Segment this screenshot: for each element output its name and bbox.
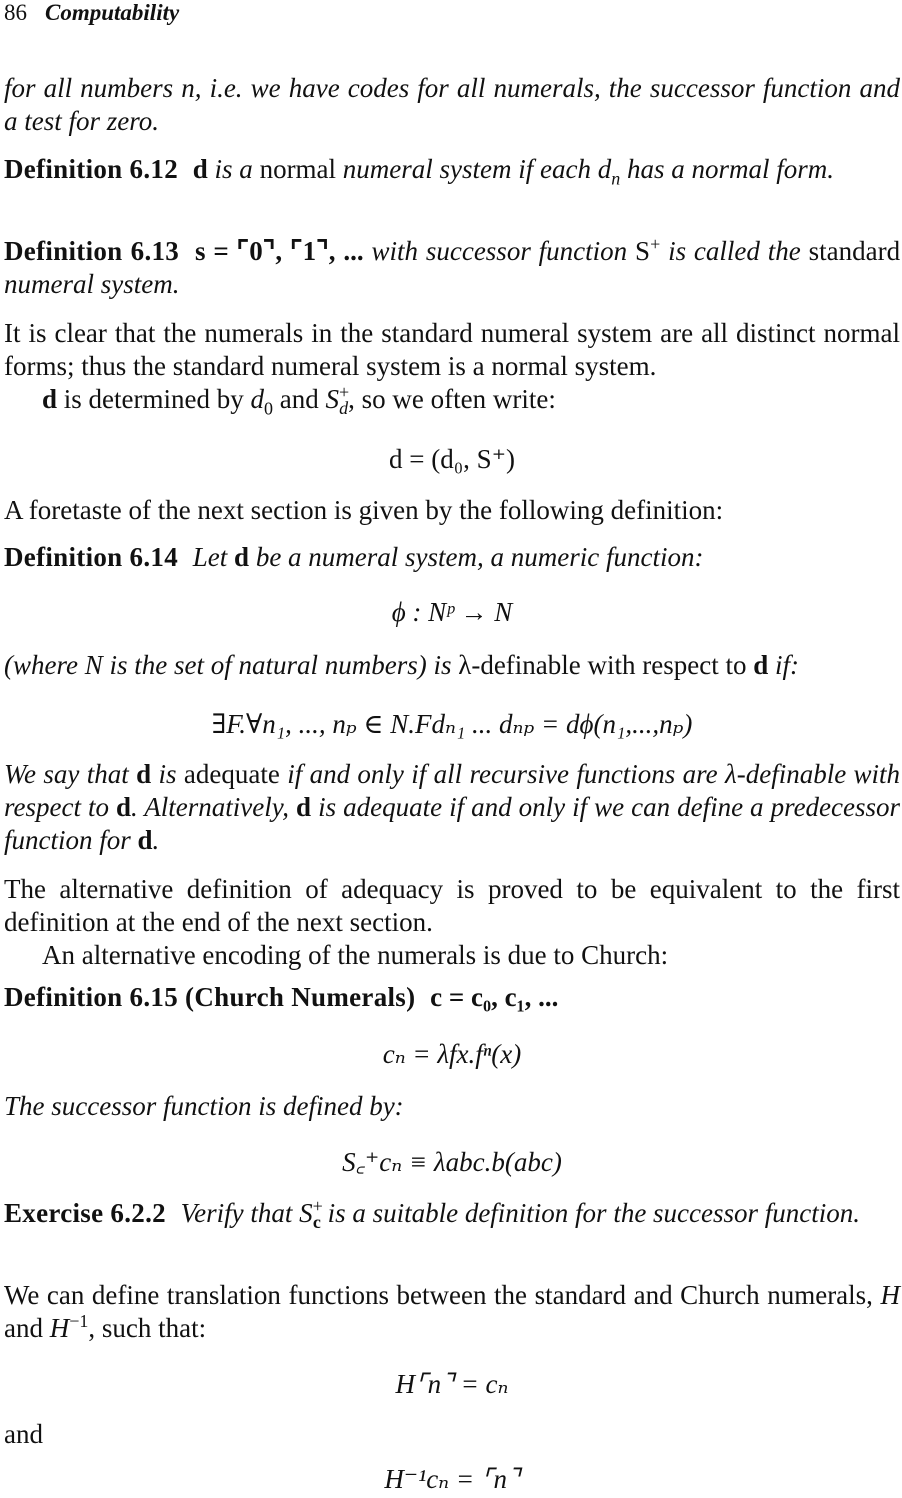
page-number: 86 — [4, 0, 27, 25]
paragraph-7: The alternative definition of adequacy is proved to be equivalent to the first definition at the end of the next section. — [4, 874, 900, 937]
definition-6-12: Definition 6.12 d is a normal numeral system if each $d_n$ has a normal form. — [4, 154, 835, 189]
paragraph-6: We say that d is adequate if and only if all recursive functions are λ-definable with respect to d. Alternatively, d is adequate if and only if we can define a predecessor function for d. — [4, 759, 901, 855]
equation-4: cₙ = λfx.fⁿ(x) — [382, 1039, 522, 1069]
equation-1: d = (d₀, S⁺) — [389, 444, 515, 474]
running-header — [4, 0, 179, 29]
definition-6-14: Definition 6.14 Let d be a numeral system, a numeric function: — [4, 542, 704, 572]
def-label: Definition 6.15 (Church Numerals) — [4, 982, 416, 1012]
equation-3: ∃F.∀n₁, ..., nₚ ∈ N.Fdₙ₁ ... dₙₚ = dϕ(n₁,...,nₚ) — [211, 709, 693, 739]
paragraph-11: and — [4, 1419, 43, 1449]
running-title: Computability — [45, 0, 180, 25]
paragraph-8: An alternative encoding of the numerals is due to Church: — [42, 940, 669, 970]
exercise-label: Exercise 6.2.2 — [4, 1198, 166, 1228]
paragraph-3: d is determined by $d_0$ and $S^+_d$, so we often write: — [42, 382, 556, 419]
paragraph-4: A foretaste of the next section is given by the following definition: — [4, 495, 724, 525]
definition-6-13: Definition 6.13 s = ⌜0⌝, ⌜1⌝, ... with successor function S+ is called the standard numeral system. — [4, 234, 901, 299]
exercise-6-2-2: Exercise 6.2.2 Verify that $S^+_c$ is a suitable definition for the successor function. — [4, 1196, 861, 1233]
paragraph-10: We can define translation functions between the standard and Church numerals, H and $H^{-1}$, such that: — [4, 1280, 901, 1343]
equation-5: S꜀⁺cₙ ≡ λabc.b(abc) — [342, 1147, 562, 1177]
equation-2: ϕ : Nᵖ → N — [391, 597, 513, 627]
equation-7: H⁻¹cₙ = ⌜n⌝ — [384, 1464, 520, 1494]
def-label: Definition 6.12 — [4, 154, 179, 184]
def-label: Definition 6.14 — [4, 542, 179, 572]
paragraph-9: The successor function is defined by: — [4, 1091, 404, 1121]
definition-6-15: Definition 6.15 (Church Numerals) c = c₀, c₁, ... — [4, 982, 559, 1012]
paragraph-1: for all numbers n, i.e. we have codes for all numerals, the successor function and a test for zero. — [4, 73, 900, 136]
paragraph-2: It is clear that the numerals in the standard numeral system are all distinct normal forms; thus the standard numeral system is a normal system. — [4, 318, 900, 381]
paragraph-5: (where N is the set of natural numbers) is λ-definable with respect to d if: — [4, 650, 799, 680]
equation-6: H⌜n⌝ = cₙ — [395, 1369, 509, 1399]
def-label: Definition 6.13 — [4, 236, 180, 266]
